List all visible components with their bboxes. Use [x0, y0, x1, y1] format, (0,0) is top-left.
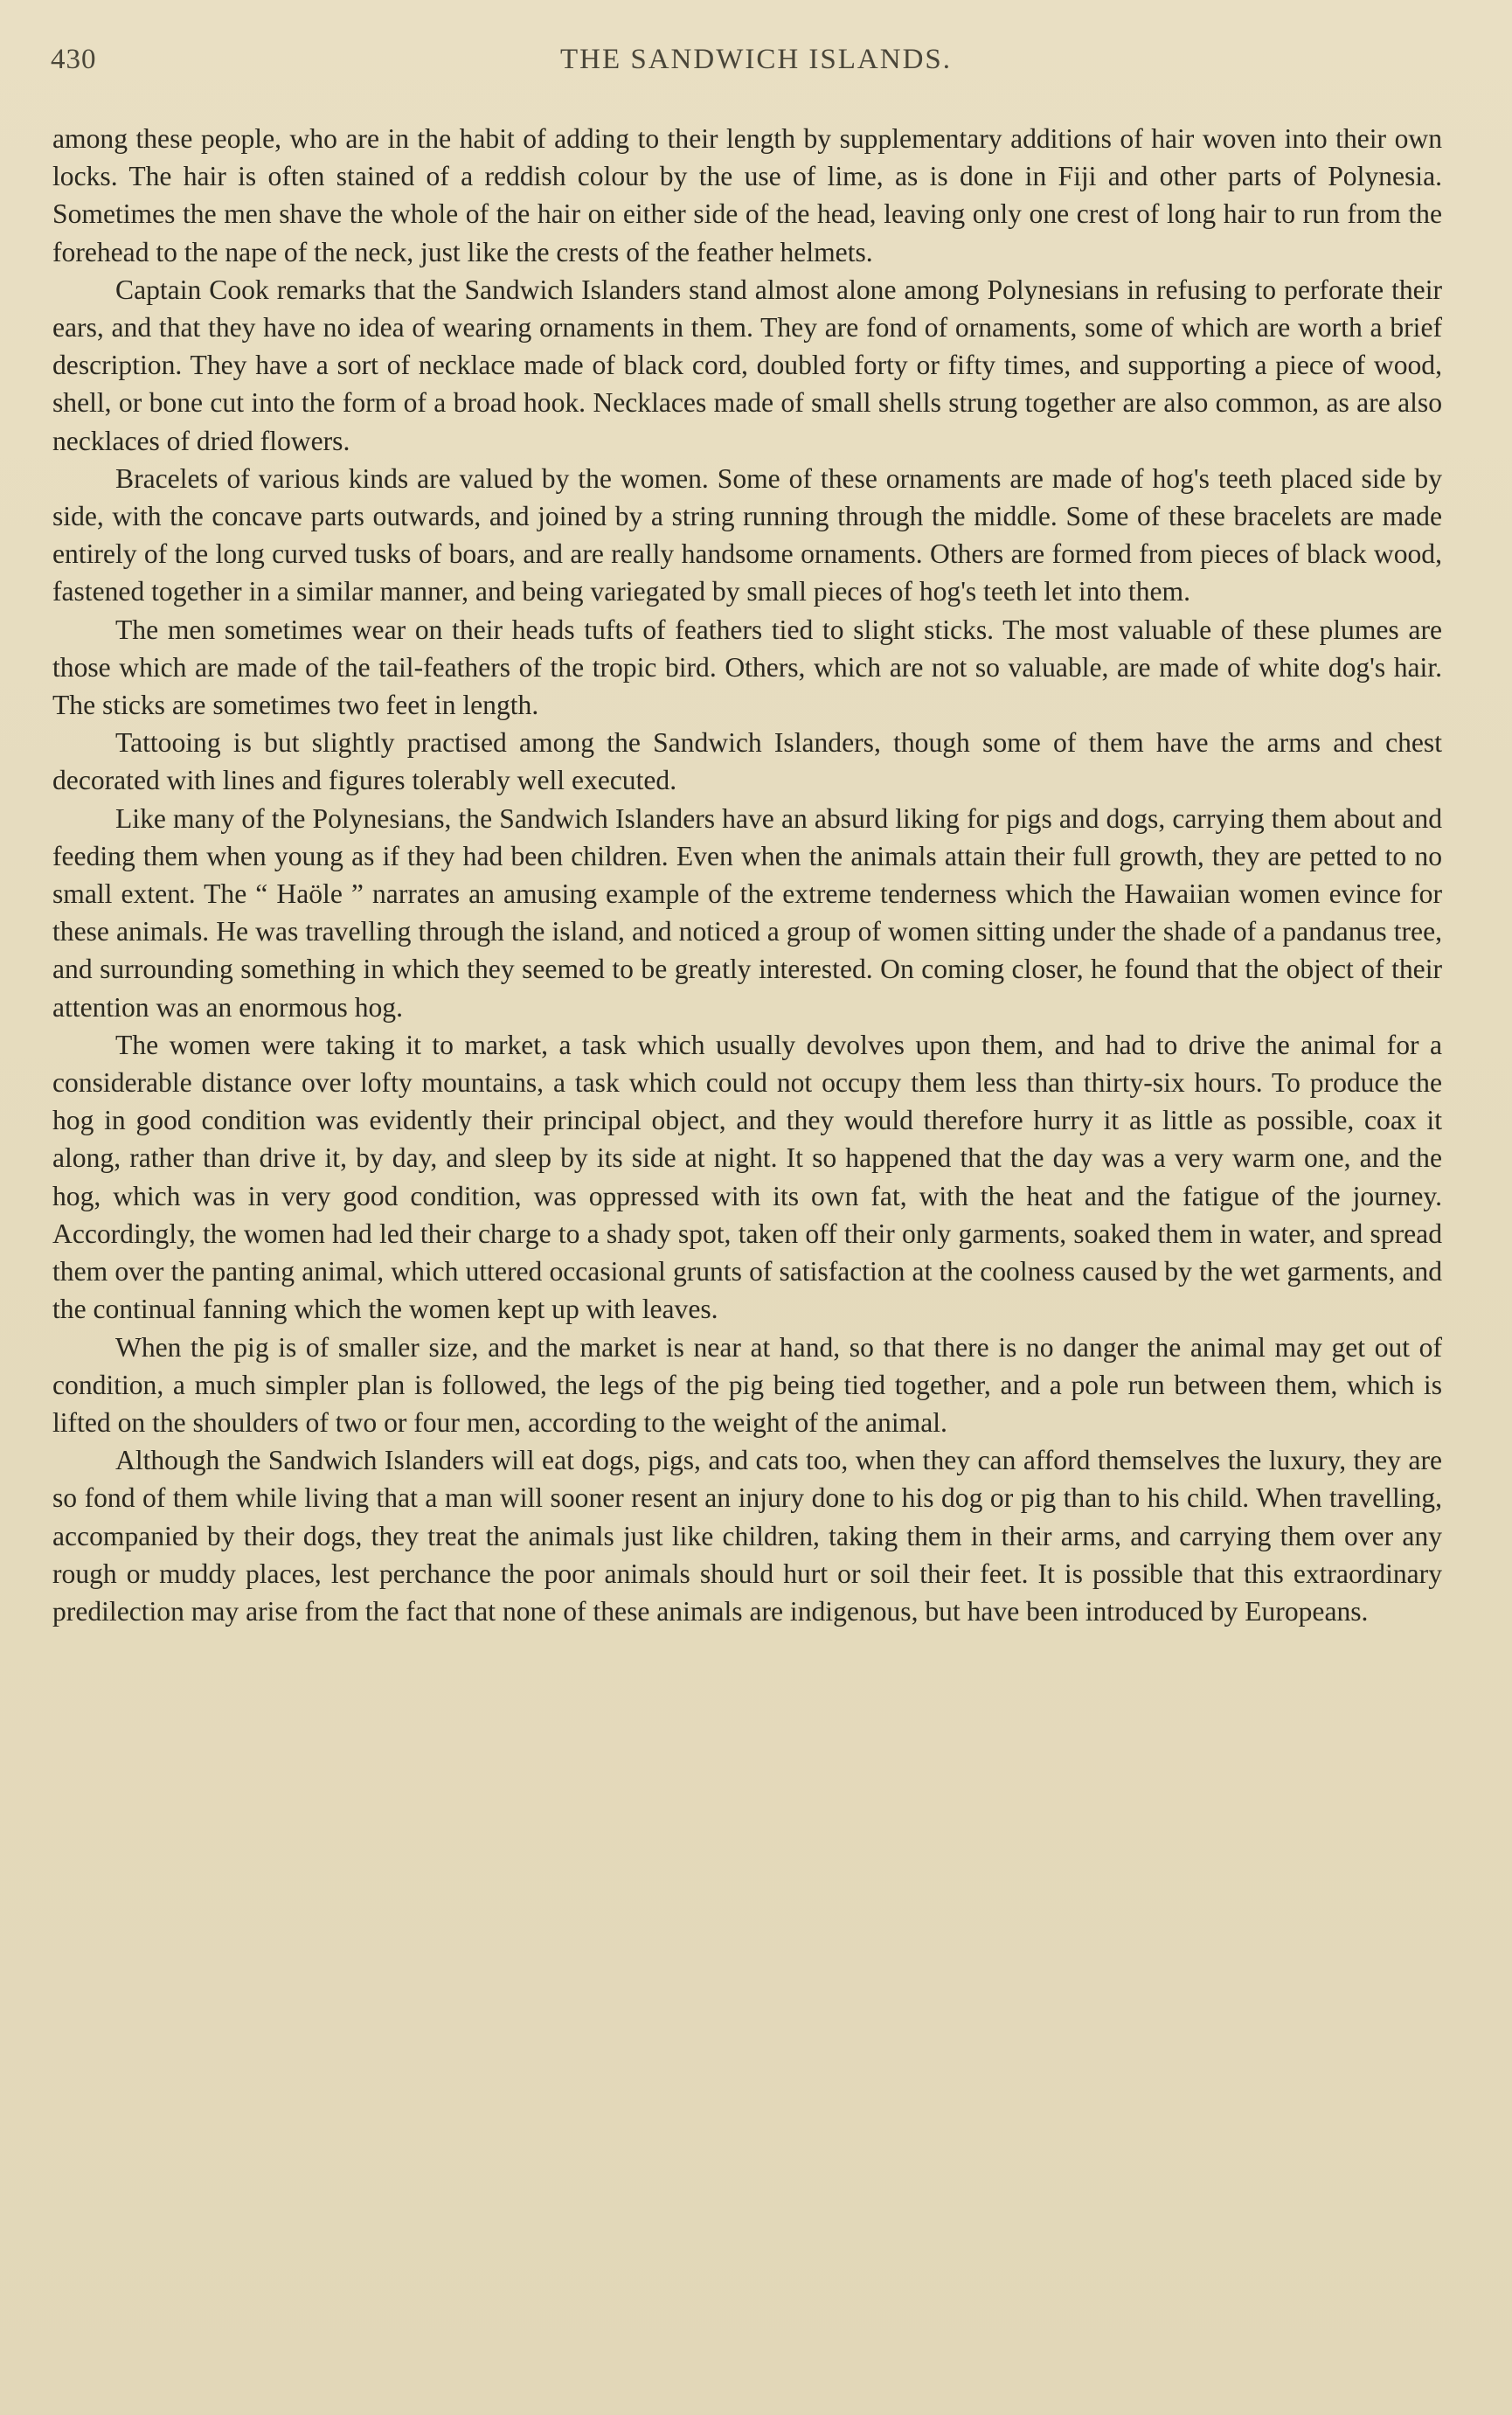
- page-number: 430: [51, 44, 97, 75]
- running-title: THE SANDWICH ISLANDS.: [559, 44, 953, 75]
- paragraph-continuation: among these people, who are in the habit of adding to their length by supplementary additions of hair woven into their own locks. The hair is often stained of a reddish colour by the use of lime, as is done in Fiji and other parts of Polynesia. Sometimes the men shave the whole of the hair on either side of the head, leaving only one crest of long hair to run from the forehead to the nape of the neck, just like the crests of the feather helmets.: [52, 123, 1442, 267]
- paragraph-hog-to-market: The women were taking it to market, a task which usually devolves upon them, and had to drive the animal for a considerable distance over lofty mountains, a task which could not occupy them less than thirty-six hours. To produce the hog in good condition was evidently their principal object, and they would therefore hurry it as little as possible, coax it along, rather than drive it, by day, and sleep by its side at night. It so happened that the day was a very warm one, and the hog, which was in very good condition, was oppressed with its own fat, with the heat and the fatigue of the journey. Accordingly, the women had led their charge to a shady spot, taken off their only garments, soaked them in water, and spread them over the panting animal, which uttered occasional grunts of satisfaction at the coolness caused by the wet garments, and the continual fanning which the women kept up with leaves.: [52, 1029, 1442, 1325]
- running-header: [51, 44, 1461, 96]
- paragraph-ear-ornaments: Captain Cook remarks that the Sandwich Islanders stand almost alone among Polynesians in refusing to perforate their ears, and that they have no idea of wearing ornaments in them. They are fond of ornaments, some of which are worth a brief description. They have a sort of necklace made of black cord, doubled forty or fifty times, and supporting a piece of wood, shell, or bone cut into the form of a broad hook. Necklaces made of small shells strung together are also common, as are also necklaces of dried flowers.: [52, 274, 1442, 456]
- paragraph-small-pig: When the pig is of smaller size, and the market is near at hand, so that there is no danger the animal may get out of condition, a much simpler plan is followed, the legs of the pig being tied together, and a pole run between them, which is lifted on the shoulders of two or four men, according to the weight of the animal.: [52, 1331, 1442, 1438]
- paragraph-tattooing: Tattooing is but slightly practised among the Sandwich Islanders, though some of them have the arms and chest decorated with lines and figures tolerably well executed.: [52, 727, 1442, 796]
- paragraph-fondness: Although the Sandwich Islanders will eat dogs, pigs, and cats too, when they can afford themselves the luxury, they are so fond of them while living that a man will sooner resent an injury done to his dog or pig than to his child. When travelling, accompanied by their dogs, they treat the animals just like children, taking them in their arms, and carrying them over any rough or muddy places, lest perchance the poor animals should hurt or soil their feet. It is possible that this extraordinary predilection may arise from the fact that none of these animals are indigenous, but have been introduced by Europeans.: [52, 1445, 1442, 1627]
- paragraph-pigs-and-dogs: Like many of the Polynesians, the Sandwich Islanders have an absurd liking for pigs and dogs, carrying them about and feeding them when young as if they had been children. Even when the animals attain their full growth, they are petted to no small extent. The “ Haöle ” narrates an amusing example of the extreme tenderness which the Hawaiian women evince for these animals. He was travelling through the island, and noticed a group of women sitting under the shade of a pandanus tree, and surrounding something in which they seemed to be greatly interested. On coming closer, he found that the object of their attention was an enormous hog.: [52, 802, 1442, 1023]
- paragraph-bracelets: Bracelets of various kinds are valued by the women. Some of these ornaments are made of hog's teeth placed side by side, with the concave parts outwards, and joined by a string running through the middle. Some of these bracelets are made entirely of the long curved tusks of boars, and are really handsome ornaments. Others are formed from pieces of black wood, fastened together in a similar manner, and being variegated by small pieces of hog's teeth let into them.: [52, 462, 1442, 607]
- paragraph-feather-plumes: The men sometimes wear on their heads tufts of feathers tied to slight sticks. The most valuable of these plumes are those which are made of the tail-feathers of the tropic bird. Others, which are not so valuable, are made of white dog's hair. The sticks are sometimes two feet in length.: [52, 614, 1442, 721]
- body-text: [52, 120, 1442, 1630]
